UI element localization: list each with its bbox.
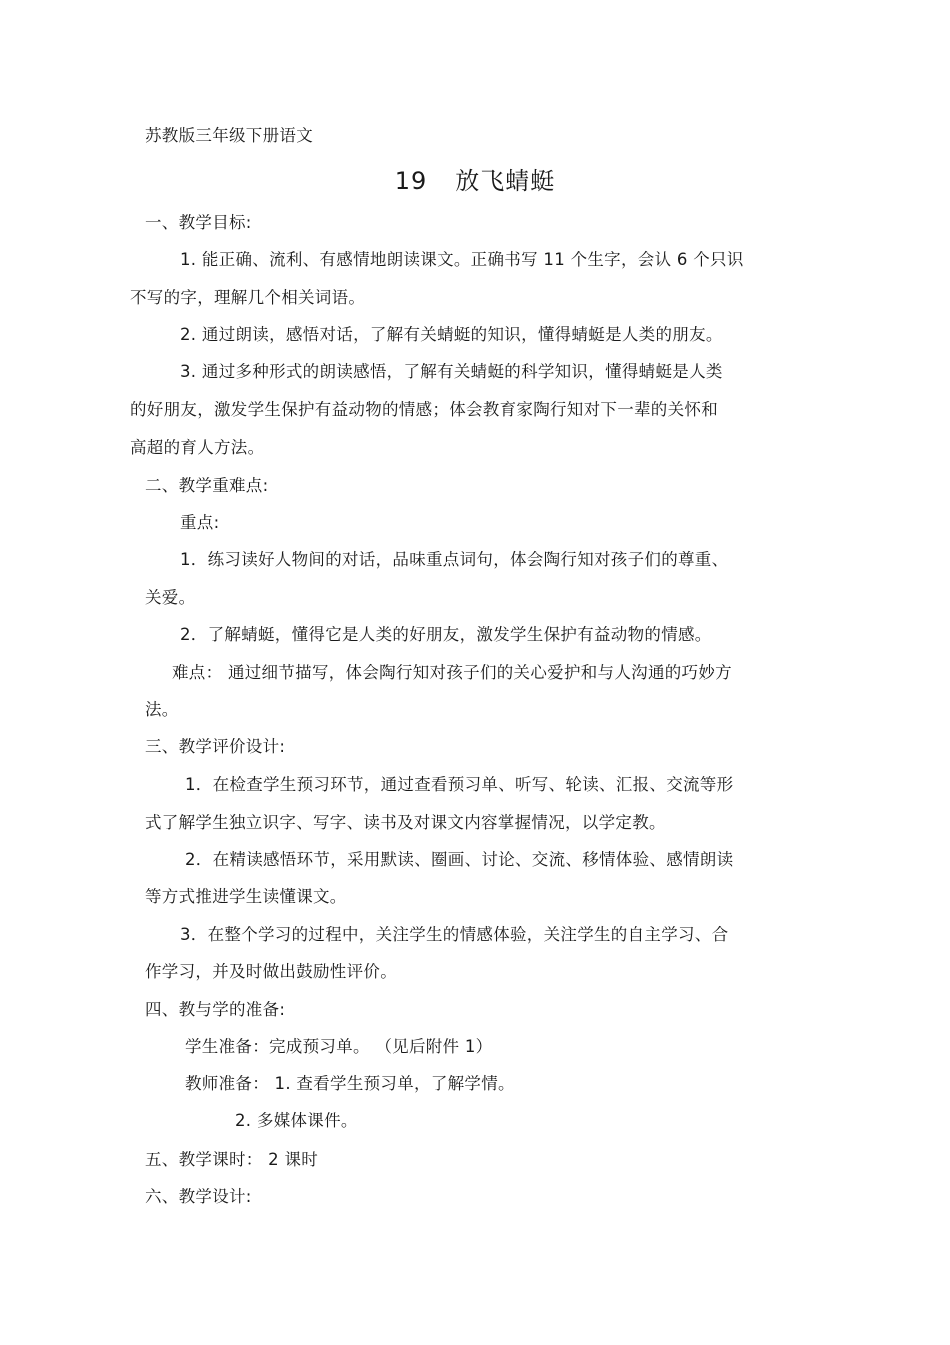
student-preparation: 学生准备：完成预习单。 （见后附件 1） xyxy=(185,1037,493,1056)
section-heading-preparation: 四、教与学的准备: xyxy=(145,1000,286,1019)
section-heading-evaluation: 三、教学评价设计: xyxy=(145,737,286,756)
lesson-title xyxy=(0,166,950,196)
evaluation-2-line-2: 等方式推进学生读懂课文。 xyxy=(145,887,347,906)
objective-2: 2. 通过朗读，感悟对话，了解有关蜻蜓的知识，懂得蜻蜓是人类的朋友。 xyxy=(180,325,723,344)
key-point-2: 2．了解蜻蜓，懂得它是人类的好朋友，激发学生保护有益动物的情感。 xyxy=(180,625,712,644)
section-heading-teaching-design: 六、教学设计: xyxy=(145,1187,252,1206)
evaluation-3-line-1: 3．在整个学习的过程中，关注学生的情感体验，关注学生的自主学习、合 xyxy=(180,925,729,944)
document-header: 苏教版三年级下册语文 xyxy=(145,126,313,145)
section-heading-key-points: 二、教学重难点: xyxy=(145,476,269,495)
section-heading-class-hours: 五、教学课时： 2 课时 xyxy=(145,1150,319,1169)
evaluation-3-line-2: 作学习，并及时做出鼓励性评价。 xyxy=(145,962,397,981)
teacher-preparation-1: 教师准备： 1. 查看学生预习单，了解学情。 xyxy=(185,1074,515,1093)
lesson-number: 19 xyxy=(394,167,428,195)
section-heading-objectives: 一、教学目标: xyxy=(145,213,252,232)
lesson-name: 放飞蜻蜓 xyxy=(455,167,556,195)
difficulty-line-2: 法。 xyxy=(145,700,179,719)
evaluation-1-line-2: 式了解学生独立识字、写字、读书及对课文内容掌握情况，以学定教。 xyxy=(145,813,666,832)
teacher-preparation-2: 2. 多媒体课件。 xyxy=(235,1111,358,1130)
difficulty-line-1: 难点： 通过细节描写，体会陶行知对孩子们的关心爱护和与人沟通的巧妙方 xyxy=(172,663,732,682)
key-point-1-line-1: 1．练习读好人物间的对话，品味重点词句，体会陶行知对孩子们的尊重、 xyxy=(180,550,729,569)
key-points-label: 重点: xyxy=(180,513,220,532)
evaluation-1-line-1: 1．在检查学生预习环节，通过查看预习单、听写、轮读、汇报、交流等形 xyxy=(185,775,734,794)
objective-3-line-1: 3. 通过多种形式的朗读感悟，了解有关蜻蜓的科学知识，懂得蜻蜓是人类 xyxy=(180,362,723,381)
objective-1-line-2: 不写的字，理解几个相关词语。 xyxy=(130,288,366,307)
objective-3-line-3: 高超的育人方法。 xyxy=(130,438,265,457)
key-point-1-line-2: 关爱。 xyxy=(145,588,196,607)
objective-3-line-2: 的好朋友，激发学生保护有益动物的情感；体会教育家陶行知对下一辈的关怀和 xyxy=(130,400,718,419)
evaluation-2-line-1: 2．在精读感悟环节，采用默读、圈画、讨论、交流、移情体验、感情朗读 xyxy=(185,850,734,869)
objective-1-line-1: 1. 能正确、流利、有感情地朗读课文。正确书写 11 个生字，会认 6 个只识 xyxy=(180,250,744,269)
